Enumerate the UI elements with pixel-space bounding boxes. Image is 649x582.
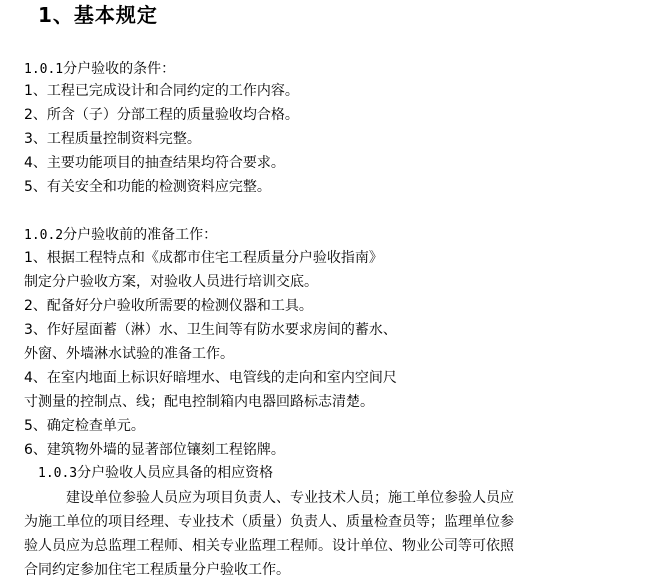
paragraph-line: 建设单位参验人员应为项目负责人、专业技术人员；施工单位参验人员应 bbox=[66, 490, 514, 506]
section-heading-text: 分户验收的条件： bbox=[63, 61, 176, 77]
list-item: 4、在室内地面上标识好暗埋水、电管线的走向和室内空间尺 bbox=[24, 370, 397, 386]
paragraph-line: 合同约定参加住宅工程质量分户验收工作。 bbox=[24, 562, 290, 578]
section-heading-1-0-3 bbox=[38, 463, 273, 484]
section-number: 1.0.3 bbox=[38, 466, 78, 481]
list-item: 1、工程已完成设计和合同约定的工作内容。 bbox=[24, 83, 299, 99]
list-item: 6、建筑物外墙的显著部位镶刻工程铭牌。 bbox=[24, 442, 285, 458]
paragraph-line: 验人员应为总监理工程师、相关专业监理工程师。设计单位、物业公司等可依照 bbox=[24, 538, 514, 554]
list-item: 3、工程质量控制资料完整。 bbox=[24, 131, 201, 147]
list-item: 3、作好屋面蓄（淋）水、卫生间等有防水要求房间的蓄水、 bbox=[24, 322, 397, 338]
list-item: 2、配备好分户验收所需要的检测仪器和工具。 bbox=[24, 298, 313, 314]
list-item: 5、有关安全和功能的检测资料应完整。 bbox=[24, 179, 271, 195]
paragraph-line: 为施工单位的项目经理、专业技术（质量）负责人、质量检查员等；监理单位参 bbox=[24, 514, 514, 530]
list-item-continuation: 外窗、外墙淋水试验的准备工作。 bbox=[24, 346, 234, 362]
section-heading-1-0-1 bbox=[24, 59, 175, 80]
list-item-continuation: 制定分户验收方案，对验收人员进行培训交底。 bbox=[24, 274, 318, 290]
list-item: 1、根据工程特点和《成都市住宅工程质量分户验收指南》 bbox=[24, 250, 383, 266]
list-item: 4、主要功能项目的抽查结果均符合要求。 bbox=[24, 155, 285, 171]
page-title: 1、基本规定 bbox=[38, 3, 158, 27]
section-number: 1.0.2 bbox=[24, 228, 64, 243]
list-item: 5、确定检查单元。 bbox=[24, 418, 145, 434]
section-heading-text: 分户验收人员应具备的相应资格 bbox=[77, 465, 274, 481]
qualification-paragraph bbox=[24, 486, 586, 582]
list-item-continuation: 寸测量的控制点、线；配电控制箱内电器回路标志清楚。 bbox=[24, 394, 374, 410]
section-heading-text: 分户验收前的准备工作： bbox=[63, 227, 218, 243]
section-number: 1.0.1 bbox=[24, 62, 64, 77]
list-item: 2、所含（子）分部工程的质量验收均合格。 bbox=[24, 107, 299, 123]
section-heading-1-0-2 bbox=[24, 225, 217, 246]
